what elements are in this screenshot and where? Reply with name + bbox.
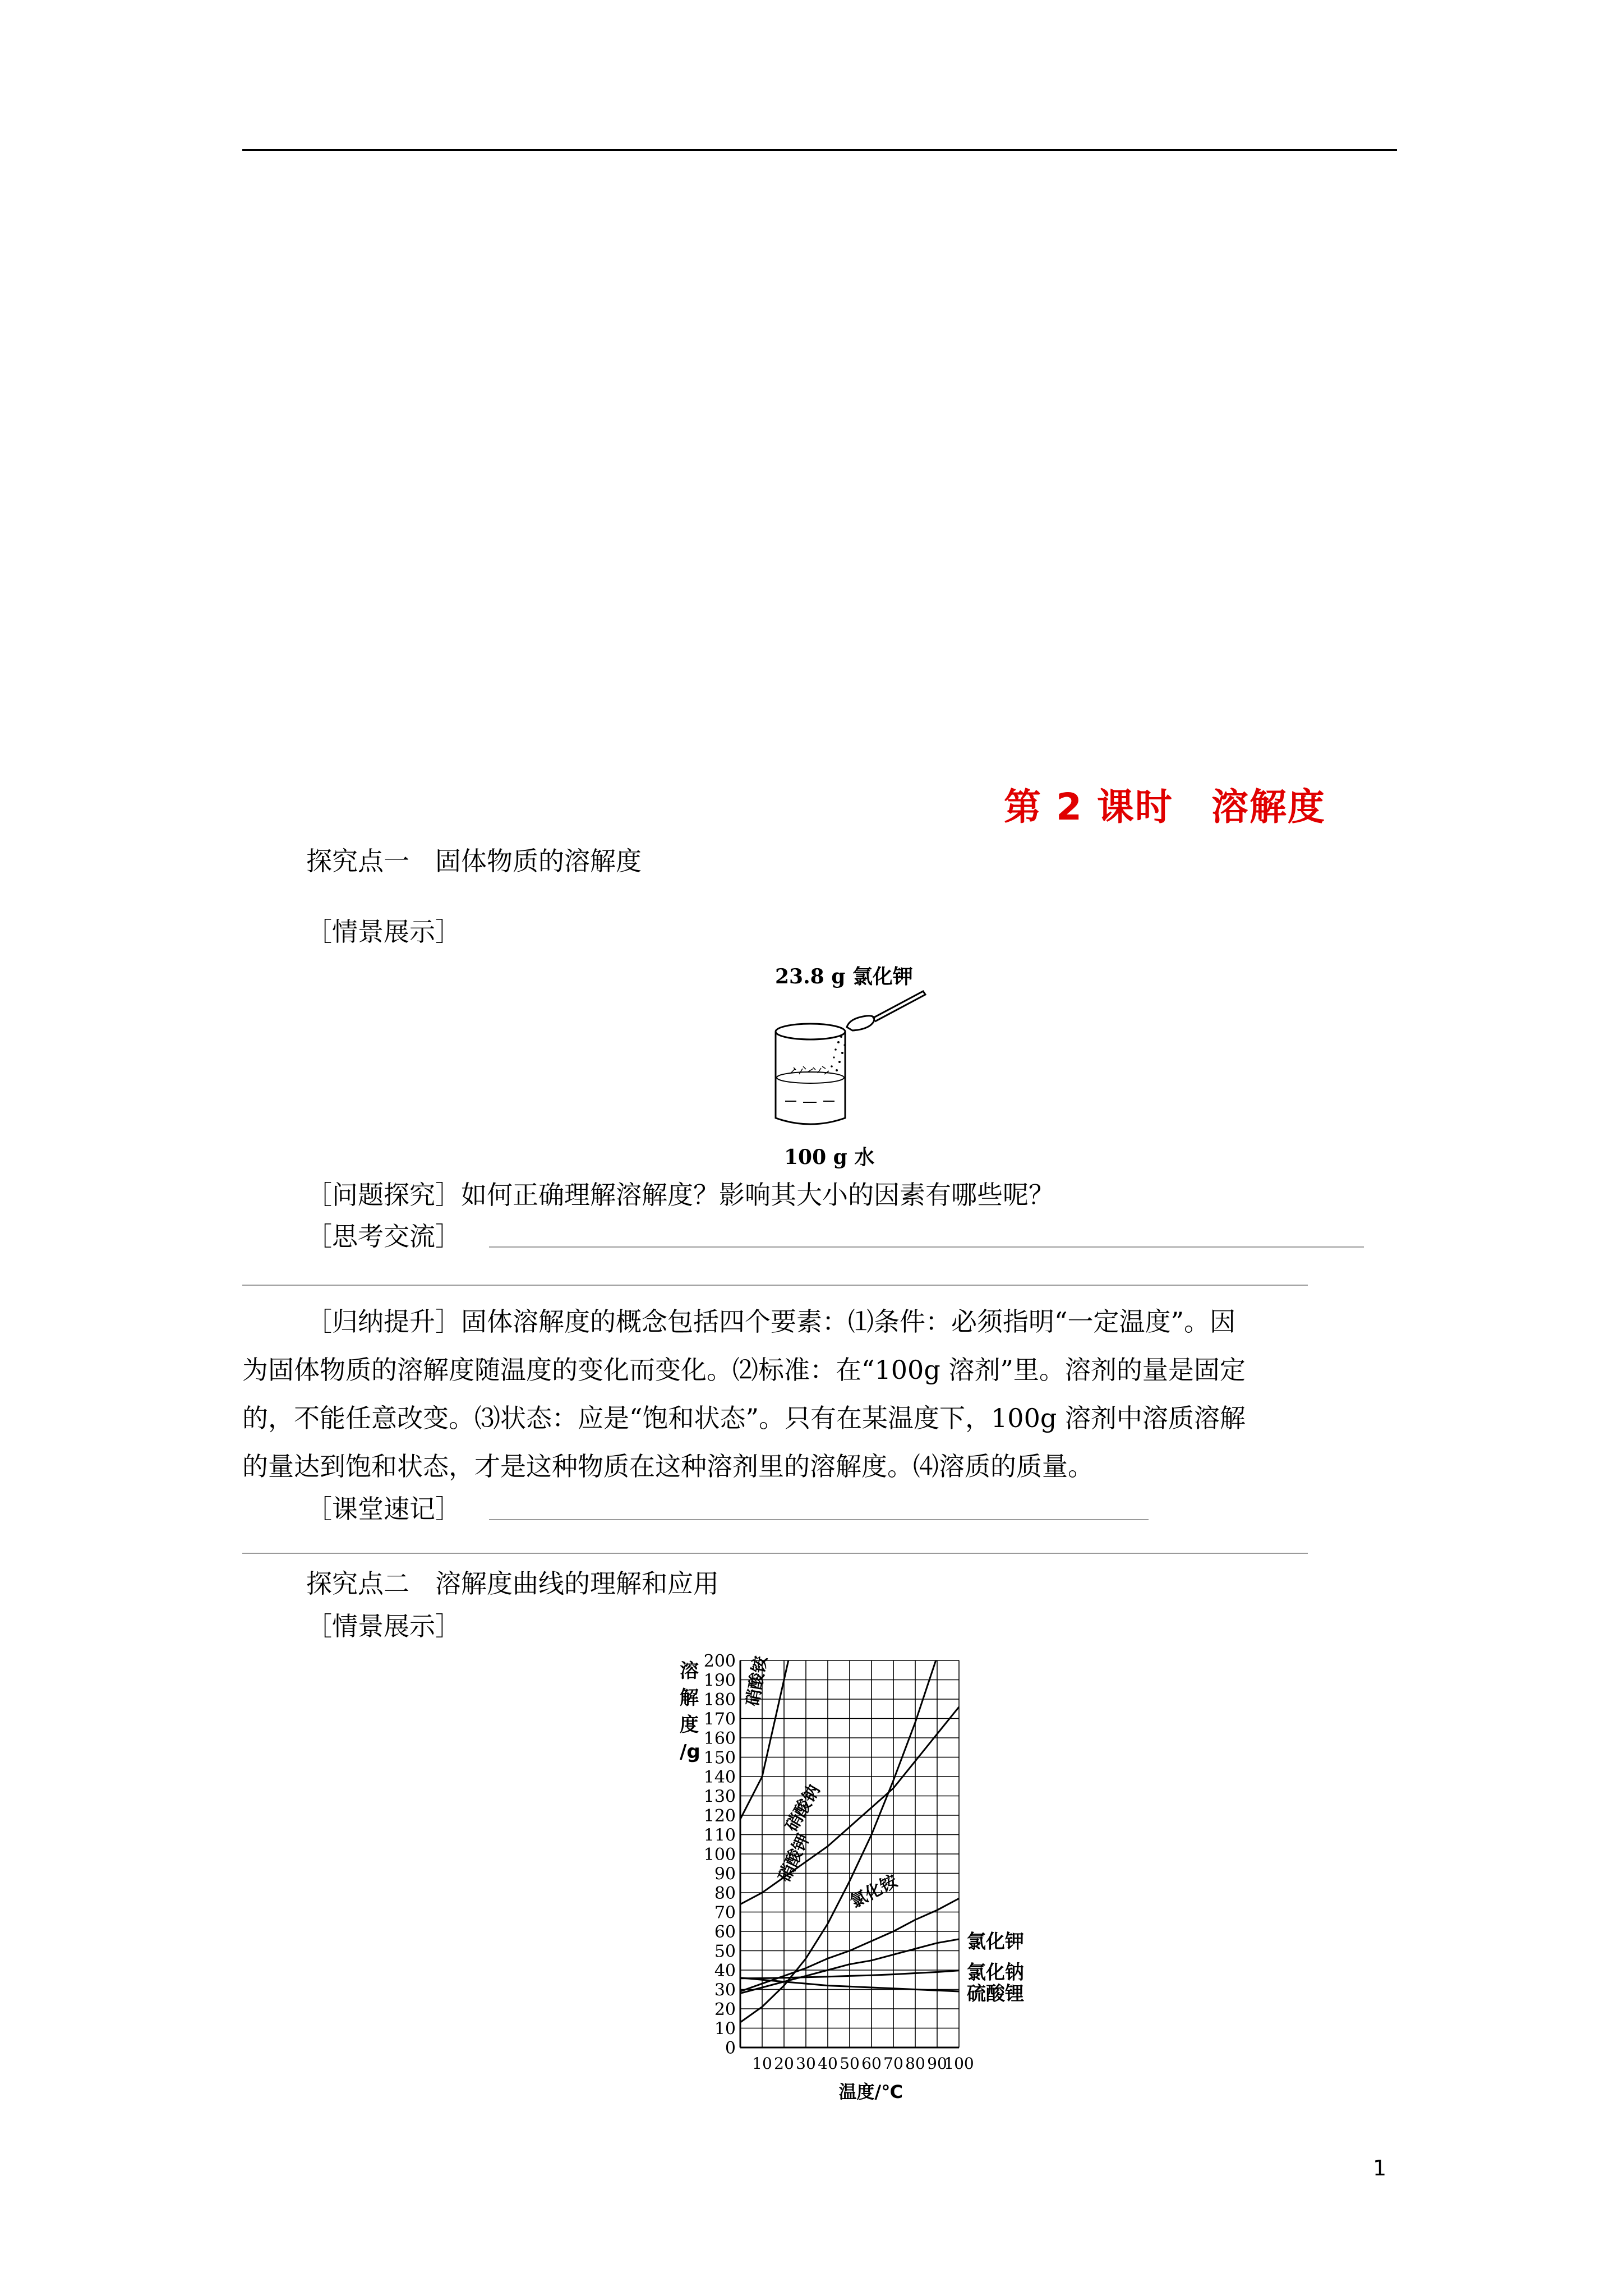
x-tick-label: 10 <box>752 2054 772 2073</box>
y-axis-label: 度 <box>680 1714 699 1736</box>
section1-heading: 探究点一 固体物质的溶解度 <box>306 846 642 876</box>
y-tick-label: 70 <box>714 1903 736 1923</box>
y-axis-label: 溶 <box>680 1660 699 1682</box>
series-label: 硫酸锂 <box>967 1982 1024 2005</box>
solubility-chart <box>667 1649 1060 2117</box>
series-label: 氯化钾 <box>967 1930 1024 1953</box>
x-tick-label: 60 <box>861 2054 882 2073</box>
notes-answer-line-2 <box>242 1553 1308 1554</box>
y-tick-label: 50 <box>714 1941 736 1962</box>
figure-bottom-label: 100 g 水 <box>784 1145 875 1169</box>
y-tick-label: 30 <box>714 1980 736 2000</box>
y-tick-label: 130 <box>703 1787 736 1807</box>
y-tick-label: 110 <box>703 1825 736 1846</box>
discussion-label: ［思考交流］ <box>306 1221 461 1251</box>
x-tick-label: 70 <box>883 2054 903 2073</box>
summary-line-1: ［归纳提升］固体溶解度的概念包括四个要素：⑴条件：必须指明“一定温度”。因 <box>306 1306 1236 1337</box>
beaker-illustration <box>768 983 937 1140</box>
y-tick-label: 120 <box>703 1806 736 1826</box>
page-number: 1 <box>1373 2156 1387 2180</box>
header-rule <box>242 149 1397 151</box>
section1-scene-label: ［情景展示］ <box>306 917 461 947</box>
x-tick-label: 80 <box>905 2054 925 2073</box>
series-label: 硝酸钾 <box>774 1830 814 1885</box>
notes-label: ［课堂速记］ <box>306 1494 461 1524</box>
y-tick-label: 20 <box>714 2000 736 2019</box>
page-title: 第 2 课时 溶解度 <box>1004 785 1326 829</box>
y-tick-label: 170 <box>703 1709 736 1729</box>
y-tick-label: 60 <box>714 1922 736 1942</box>
series-label: 硝酸铵 <box>743 1654 771 1708</box>
y-tick-label: 200 <box>703 1651 736 1671</box>
series-label: 氯化铵 <box>847 1871 901 1912</box>
summary-line-3: 的，不能任意改变。⑶状态：应是“饱和状态”。只有在某温度下，100g 溶剂中溶质溶解 <box>242 1403 1246 1433</box>
x-tick-label: 20 <box>774 2054 794 2073</box>
notes-answer-line <box>489 1519 1149 1520</box>
x-tick-label: 90 <box>927 2054 947 2073</box>
x-tick-label: 50 <box>840 2054 860 2073</box>
y-tick-label: 40 <box>714 1961 736 1981</box>
y-tick-label: 160 <box>703 1729 736 1749</box>
y-axis-label: /g <box>680 1741 700 1763</box>
summary-line-4: 的量达到饱和状态，才是这种物质在这种溶剂里的溶解度。⑷溶质的质量。 <box>242 1451 1094 1481</box>
discussion-answer-line-2 <box>242 1285 1308 1286</box>
section2-heading: 探究点二 溶解度曲线的理解和应用 <box>306 1568 719 1599</box>
question-text: ［问题探究］如何正确理解溶解度？影响其大小的因素有哪些呢？ <box>306 1180 1054 1210</box>
y-tick-label: 150 <box>703 1748 736 1768</box>
y-tick-label: 140 <box>703 1768 736 1787</box>
section2-scene-label: ［情景展示］ <box>306 1611 461 1641</box>
beaker-figure <box>768 956 937 1169</box>
figure-top-label: 23.8 g 氯化钾 <box>775 965 913 988</box>
y-tick-label: 80 <box>714 1884 736 1903</box>
y-tick-label: 0 <box>725 2039 736 2058</box>
series-label: 硝酸钠 <box>782 1781 824 1835</box>
y-tick-label: 10 <box>714 2019 736 2039</box>
y-tick-label: 190 <box>703 1671 736 1691</box>
summary-line-2: 为固体物质的溶解度随温度的变化而变化。⑵标准：在“100g 溶剂”里。溶剂的量是固定 <box>242 1355 1246 1385</box>
solubility-chart-svg <box>667 1649 1060 2115</box>
y-tick-label: 100 <box>703 1845 736 1865</box>
series-label: 氯化钠 <box>967 1961 1024 1984</box>
discussion-answer-line <box>489 1246 1364 1248</box>
y-axis-label: 解 <box>680 1687 699 1709</box>
x-tick-label: 40 <box>818 2054 838 2073</box>
x-tick-label: 30 <box>796 2054 816 2073</box>
y-tick-label: 180 <box>703 1690 736 1710</box>
y-tick-label: 90 <box>714 1864 736 1884</box>
x-tick-label: 100 <box>944 2054 974 2073</box>
x-axis-label: 温度/℃ <box>838 2081 903 2102</box>
